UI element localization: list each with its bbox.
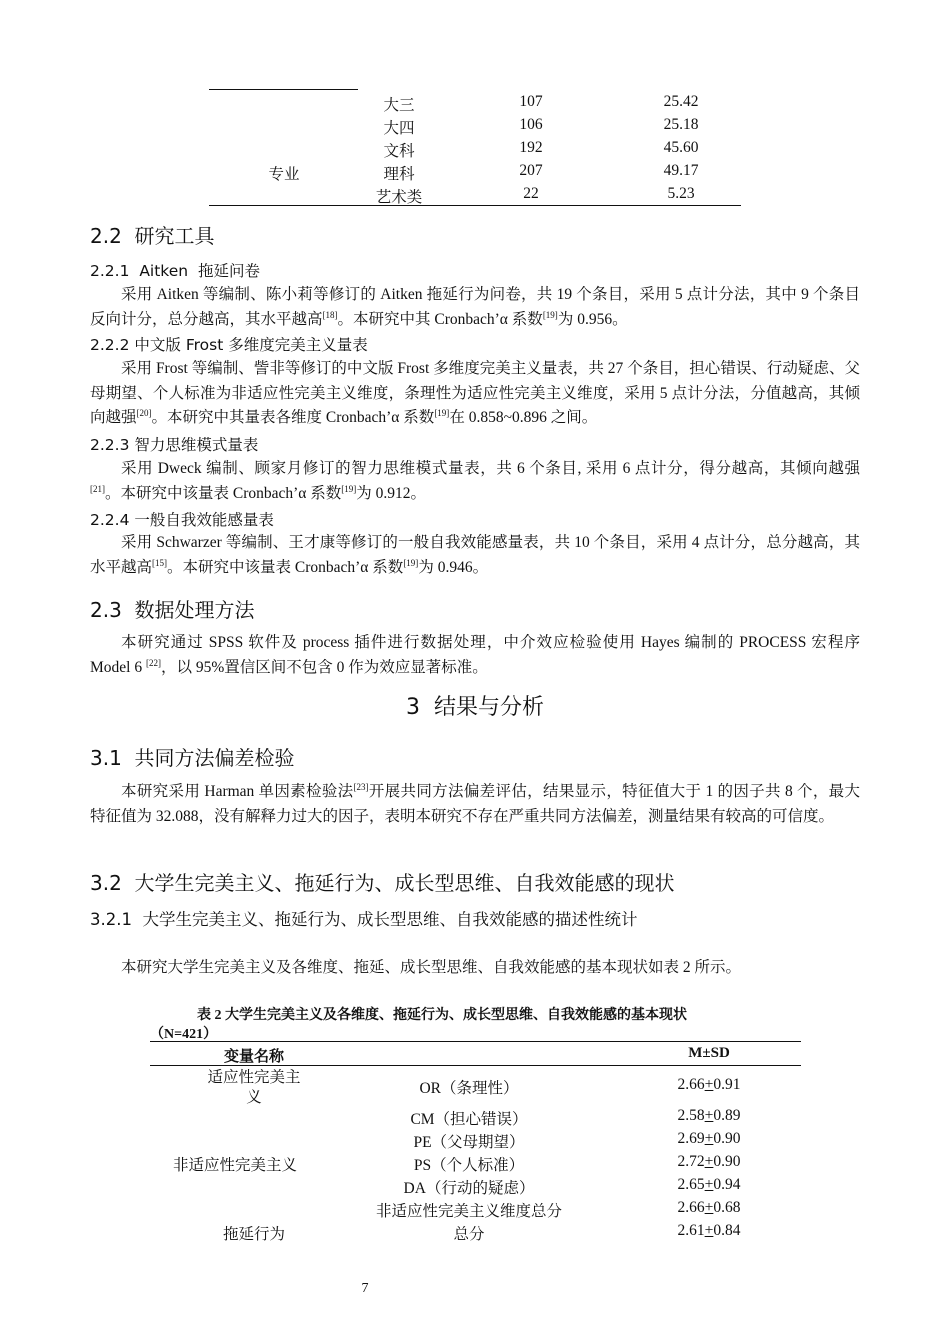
table1-bottom-rule [209,205,741,206]
mean-value: 2.69 [677,1130,705,1147]
table2-dimension: 总分 [453,1226,485,1243]
table1-percent: 25.42 [663,93,699,110]
mean-value: 2.66 [677,1199,705,1216]
paragraph-schwarzer [90,531,860,580]
table1-item: 大四 [383,120,415,137]
group-label-line: 适应性完美主 [207,1069,301,1086]
text: 本研究大学生完美主义及各维度、拖延、成长型思维、自我效能感的基本现状如表 2 所示。 [121,959,742,976]
plus-minus-sign: + [704,1076,714,1093]
citation: [19] [341,483,357,494]
citation: [19] [434,408,450,418]
mean-value: 2.66 [677,1076,705,1093]
text: ，以 95%置信区间不包含 0 作为效应显著标准。 [160,658,488,676]
subsection-number: 2.2.1 [90,262,130,280]
table1-item: 艺术类 [375,189,423,206]
table2-group-procrastination: 拖延行为 [222,1226,286,1243]
table2-mean-sd [678,1107,741,1125]
subsection-title: 拖延问卷 [197,262,260,280]
table1-item: 理科 [383,166,415,183]
page-number: 7 [361,1281,369,1296]
text: 采用 Aitken 等编制、陈小莉等修订的 Aitken 拖延行为问卷，共 19 个条目，采用 5 点计分法，其中 9 个条目反向计分，总分越高，其水平越高 [90,286,860,328]
table2-mean-sd [678,1130,741,1148]
table1-group-label: 专业 [268,166,300,183]
sd-value: 0.94 [713,1176,741,1193]
table2-caption-n: （N=421） [150,1027,218,1042]
sd-value: 0.90 [713,1153,741,1170]
plus-minus-sign: + [704,1199,714,1216]
section-heading-2-3 [90,594,255,623]
subsection-heading-2-2-2 [90,333,368,355]
text: 在 0.858~0.896 之间。 [449,409,598,426]
text: 为 0.956。 [557,310,628,328]
table2-caption: 表 2 大学生完美主义及各维度、拖延行为、成长型思维、自我效能感的基本现状 [197,1008,687,1023]
section-heading-3-2 [90,867,675,896]
table2-dimension: DA（行动的疑虑） [403,1180,535,1197]
text: 。本研究中该量表 Cronbach’α 系数 [167,558,404,576]
subsection-title: 一般自我效能感量表 [134,511,274,529]
paragraph-dweck [90,457,860,506]
text: 采用 Frost 等编制、訾非等修订的中文版 Frost 多维度完美主义量表，共 27 个条目，担心错误、行动疑虑、父母期望、个人标准为非适应性完美主义维度，条理性为适应性完美主义维度，采用 5 点计分法，分值越高，其倾向越强 [90,360,860,426]
subsection-title: 中文版 Frost 多维度完美主义量表 [134,336,368,354]
subsection-title: 智力思维模式量表 [134,436,259,454]
section-title: 共同方法偏差检验 [134,746,295,770]
text: 采用 Schwarzer 等编制、王才康等修订的一般自我效能感量表，共 10 个条目，采用 4 点计分，总分越高，其水平越高 [90,534,860,576]
table2-dimension: OR（条理性） [419,1080,519,1097]
chapter-number: 3 [405,695,420,720]
table1-count: 107 [519,93,543,110]
citation: [15] [152,557,168,568]
paragraph-frost [90,357,860,431]
plus-minus-sign: + [704,1130,714,1147]
subsection-heading-2-2-1 [90,259,260,281]
table1-item: 文科 [383,143,415,160]
paragraph-table2-intro [90,956,860,981]
citation: [21] [90,483,105,494]
table1-item: 大三 [383,97,415,114]
table2-dimension: PE（父母期望） [413,1134,525,1151]
sd-value: 0.68 [713,1199,741,1216]
paragraph-common-method [90,780,860,829]
plus-minus-sign: + [704,1153,714,1170]
table2-mean-sd [678,1153,741,1171]
text: 。本研究中其量表各维度 Cronbach’α 系数 [151,409,435,426]
table2-mean-sd [678,1222,741,1240]
text: 本研究通过 SPSS 软件及 process 插件进行数据处理，中介效应检验使用 Hayes 编制的 PROCESS 宏程序 Model 6 [90,634,860,676]
mean-value: 2.65 [677,1176,705,1193]
table2-mean-sd [678,1199,741,1217]
text: 为 0.946。 [418,558,489,576]
table1-count: 207 [519,162,543,179]
text: 。本研究中该量表 Cronbach’α 系数 [105,484,342,502]
citation: [23] [353,782,369,792]
text: 为 0.912。 [356,484,427,502]
table1-percent: 25.18 [663,116,699,133]
subsection-title: 大学生完美主义、拖延行为、成长型思维、自我效能感的描述性统计 [142,910,638,929]
chapter-heading-3 [0,690,950,721]
plus-minus-sign: + [704,1176,714,1193]
citation: [19] [403,557,419,568]
subsection-heading-2-2-3 [90,433,258,455]
table2-mean-sd [678,1076,741,1094]
section-title: 数据处理方法 [134,598,255,622]
subsection-number: 3.2.1 [90,910,132,929]
table2-group-maladaptive: 非适应性完美主义 [172,1157,298,1174]
section-number: 3.2 [90,871,122,895]
section-number: 3.1 [90,746,122,770]
section-heading-2-2 [90,220,215,249]
table2-dimension: 非适应性完美主义维度总分 [375,1203,563,1220]
section-number: 2.3 [90,598,122,622]
text: 本研究采用 Harman 单因素检验法 [121,783,354,800]
citation: [18] [322,309,338,320]
sd-value: 0.91 [713,1076,741,1093]
section-title: 大学生完美主义、拖延行为、成长型思维、自我效能感的现状 [134,871,675,895]
plus-minus-sign: + [704,1222,714,1239]
subsection-heading-3-2-1 [90,906,637,930]
table1-group-divider [209,89,358,90]
paragraph-aitken [90,283,860,332]
mean-value: 2.58 [677,1107,705,1124]
table1-percent: 49.17 [663,162,699,179]
table2-dimension: PS（个人标准） [413,1157,525,1174]
table2-header-variable: 变量名称 [223,1049,285,1065]
table2-group-adaptive [207,1068,300,1108]
subsection-heading-2-2-4 [90,508,274,530]
table1-percent: 5.23 [667,185,695,202]
citation: [20] [136,408,152,418]
section-number: 2.2 [90,224,122,248]
text: 开展共同方法偏差评估，结果显示，特征值大于 1 的因子共 8 个，最大特征值为 32.088，没有解释力过大的因子，表明本研究不存在严重共同方法偏差，测量结果有较高的可信度。 [90,783,860,825]
table2-header-rule [150,1065,801,1066]
mean-value: 2.61 [677,1222,705,1239]
table1-count: 192 [519,139,543,156]
subsection-title-en: Aitken [139,262,189,280]
table1-percent: 45.60 [663,139,699,156]
table2-header-msd: M±SD [688,1045,730,1061]
paragraph-data-processing [90,631,860,680]
group-label-line: 义 [246,1089,262,1106]
text: 。本研究中其 Cronbach’α 系数 [337,310,543,328]
citation: [19] [542,309,558,320]
section-heading-3-1 [90,742,295,771]
mean-value: 2.72 [677,1153,705,1170]
chapter-title: 结果与分析 [433,695,544,720]
plus-minus-sign: + [704,1107,714,1124]
text: 采用 Dweck 编制、顾家月修订的智力思维模式量表，共 6 个条目, 采用 6 点计分，得分越高，其倾向越强 [121,460,860,477]
table2-dimension: CM（担心错误） [410,1111,528,1128]
sd-value: 0.84 [713,1222,741,1239]
table1-count: 106 [519,116,543,133]
sd-value: 0.90 [713,1130,741,1147]
sd-value: 0.89 [713,1107,741,1124]
section-title: 研究工具 [134,224,215,248]
table2-mean-sd [678,1176,741,1194]
subsection-number: 2.2.4 [90,511,130,529]
table1-count: 22 [523,185,539,202]
citation: [22] [145,657,161,668]
subsection-number: 2.2.3 [90,436,130,454]
subsection-number: 2.2.2 [90,336,130,354]
table2-top-rule [150,1041,801,1042]
